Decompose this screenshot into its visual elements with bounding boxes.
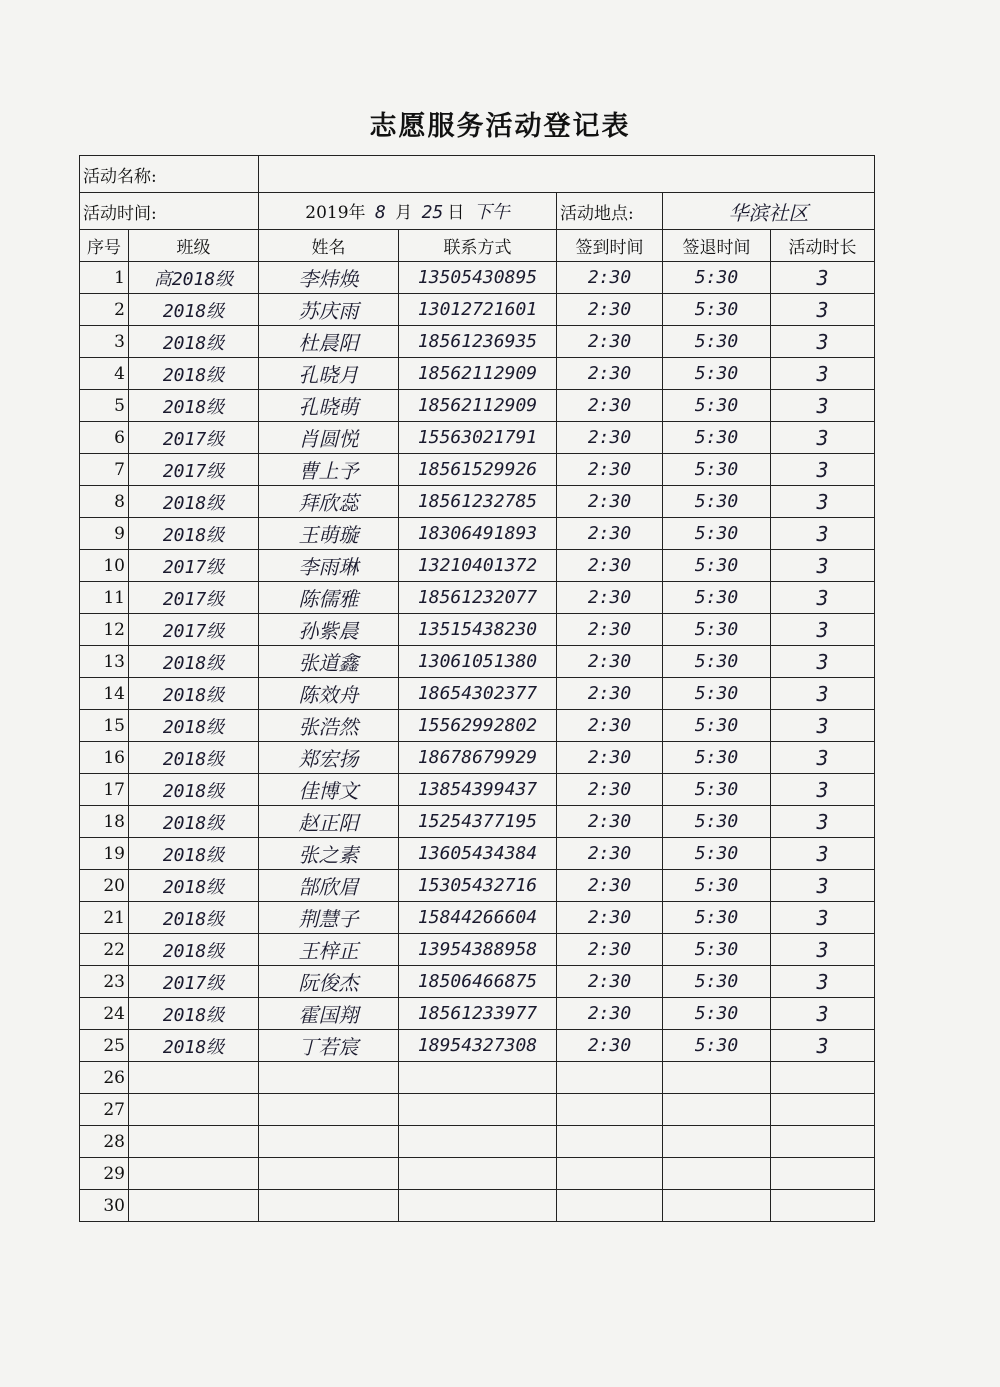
table-row [80, 1062, 875, 1094]
table-row [80, 870, 875, 902]
checkout-cell[interactable] [663, 1126, 771, 1158]
date-month: 8 [374, 202, 386, 223]
duration-cell[interactable]: 3 [771, 390, 875, 422]
col-header-checkout: 签退时间 [663, 230, 771, 262]
class-cell[interactable]: 2018级 [129, 294, 259, 326]
name-cell[interactable]: 肖圆悦 [259, 422, 399, 454]
activity-time-label: 活动时间: [80, 193, 259, 230]
phone-cell[interactable]: 13505430895 [399, 262, 557, 294]
row-number: 14 [80, 678, 129, 710]
duration-cell[interactable] [771, 1062, 875, 1094]
checkout-cell[interactable]: 5:30 [663, 518, 771, 550]
name-cell[interactable]: 孔晓月 [259, 358, 399, 390]
table-row [80, 326, 875, 358]
class-cell[interactable]: 2018级 [129, 390, 259, 422]
class-cell[interactable]: 2018级 [129, 646, 259, 678]
checkout-cell[interactable]: 5:30 [663, 870, 771, 902]
checkout-cell[interactable]: 5:30 [663, 646, 771, 678]
table-row [80, 678, 875, 710]
table-row [80, 1030, 875, 1062]
class-cell[interactable]: 2017级 [129, 454, 259, 486]
row-number: 23 [80, 966, 129, 998]
duration-cell[interactable] [771, 1190, 875, 1222]
checkin-cell[interactable]: 2:30 [557, 454, 663, 486]
row-number: 17 [80, 774, 129, 806]
checkout-cell[interactable]: 5:30 [663, 358, 771, 390]
class-cell[interactable]: 2017级 [129, 582, 259, 614]
table-row [80, 1126, 875, 1158]
class-cell[interactable]: 2017级 [129, 614, 259, 646]
row-number: 22 [80, 934, 129, 966]
col-header-class: 班级 [129, 230, 259, 262]
checkin-cell[interactable] [557, 1158, 663, 1190]
class-cell[interactable]: 2018级 [129, 934, 259, 966]
phone-cell[interactable]: 13012721601 [399, 294, 557, 326]
col-header-duration: 活动时长 [771, 230, 875, 262]
name-cell[interactable]: 张道鑫 [259, 646, 399, 678]
table-row [80, 486, 875, 518]
checkout-cell[interactable]: 5:30 [663, 294, 771, 326]
checkin-cell[interactable]: 2:30 [557, 966, 663, 998]
duration-cell[interactable]: 3 [771, 806, 875, 838]
name-cell[interactable]: 曹上予 [259, 454, 399, 486]
table-row [80, 518, 875, 550]
checkin-cell[interactable]: 2:30 [557, 902, 663, 934]
checkout-cell[interactable]: 5:30 [663, 390, 771, 422]
duration-cell[interactable]: 3 [771, 614, 875, 646]
row-number: 28 [80, 1126, 129, 1158]
row-number: 30 [80, 1190, 129, 1222]
date-period: 下午 [473, 202, 510, 223]
name-cell[interactable]: 张浩然 [259, 710, 399, 742]
table-row [80, 294, 875, 326]
duration-cell[interactable] [771, 1094, 875, 1126]
class-cell[interactable]: 2018级 [129, 486, 259, 518]
duration-cell[interactable]: 3 [771, 262, 875, 294]
phone-cell[interactable] [399, 1126, 557, 1158]
name-cell[interactable]: 李雨琳 [259, 550, 399, 582]
checkout-cell[interactable] [663, 1190, 771, 1222]
table-row [80, 710, 875, 742]
name-cell[interactable] [259, 1158, 399, 1190]
name-cell[interactable]: 郑宏扬 [259, 742, 399, 774]
class-cell[interactable]: 2018级 [129, 518, 259, 550]
row-number: 8 [80, 486, 129, 518]
class-cell[interactable]: 2017级 [129, 550, 259, 582]
phone-cell[interactable]: 13954388958 [399, 934, 557, 966]
table-row [80, 1190, 875, 1222]
table-row [80, 262, 875, 294]
checkin-cell[interactable]: 2:30 [557, 870, 663, 902]
row-number: 18 [80, 806, 129, 838]
phone-cell[interactable]: 15254377195 [399, 806, 557, 838]
class-cell[interactable]: 2017级 [129, 422, 259, 454]
checkout-cell[interactable] [663, 1158, 771, 1190]
phone-cell[interactable]: 18654302377 [399, 678, 557, 710]
phone-cell[interactable]: 13854399437 [399, 774, 557, 806]
checkout-cell[interactable]: 5:30 [663, 582, 771, 614]
duration-cell[interactable]: 3 [771, 870, 875, 902]
phone-cell[interactable]: 13605434384 [399, 838, 557, 870]
class-cell[interactable]: 2018级 [129, 806, 259, 838]
row-number: 13 [80, 646, 129, 678]
checkin-cell[interactable]: 2:30 [557, 422, 663, 454]
class-cell[interactable] [129, 1126, 259, 1158]
date-day-unit: 日 [447, 203, 465, 223]
phone-cell[interactable]: 18506466875 [399, 966, 557, 998]
table-row [80, 1094, 875, 1126]
duration-cell[interactable]: 3 [771, 838, 875, 870]
duration-cell[interactable] [771, 1158, 875, 1190]
table-row [80, 390, 875, 422]
name-cell[interactable]: 陈儒雅 [259, 582, 399, 614]
name-cell[interactable]: 荆慧子 [259, 902, 399, 934]
checkin-cell[interactable]: 2:30 [557, 742, 663, 774]
duration-cell[interactable]: 3 [771, 998, 875, 1030]
phone-cell[interactable]: 18561236935 [399, 326, 557, 358]
row-number: 4 [80, 358, 129, 390]
checkin-cell[interactable]: 2:30 [557, 934, 663, 966]
row-number: 21 [80, 902, 129, 934]
class-cell[interactable]: 2018级 [129, 326, 259, 358]
checkout-cell[interactable]: 5:30 [663, 710, 771, 742]
row-number: 11 [80, 582, 129, 614]
table-row [80, 454, 875, 486]
duration-cell[interactable]: 3 [771, 710, 875, 742]
class-cell[interactable]: 2018级 [129, 838, 259, 870]
row-number: 26 [80, 1062, 129, 1094]
checkin-cell[interactable]: 2:30 [557, 1030, 663, 1062]
table-row [80, 614, 875, 646]
row-number: 27 [80, 1094, 129, 1126]
checkin-cell[interactable]: 2:30 [557, 550, 663, 582]
duration-cell[interactable]: 3 [771, 966, 875, 998]
phone-cell[interactable]: 18562112909 [399, 358, 557, 390]
duration-cell[interactable]: 3 [771, 550, 875, 582]
date-day: 25 [421, 202, 444, 223]
row-number: 16 [80, 742, 129, 774]
activity-name-field[interactable] [259, 156, 875, 193]
checkin-cell[interactable]: 2:30 [557, 774, 663, 806]
name-cell[interactable]: 郜欣眉 [259, 870, 399, 902]
class-cell[interactable]: 2018级 [129, 1030, 259, 1062]
table-row [80, 582, 875, 614]
name-cell[interactable]: 拜欣蕊 [259, 486, 399, 518]
name-cell[interactable]: 赵正阳 [259, 806, 399, 838]
duration-cell[interactable]: 3 [771, 582, 875, 614]
table-row [80, 422, 875, 454]
phone-cell[interactable] [399, 1190, 557, 1222]
row-number: 9 [80, 518, 129, 550]
checkin-cell[interactable]: 2:30 [557, 582, 663, 614]
name-cell[interactable]: 阮俊杰 [259, 966, 399, 998]
phone-cell[interactable] [399, 1158, 557, 1190]
name-cell[interactable]: 孙紫晨 [259, 614, 399, 646]
row-number: 24 [80, 998, 129, 1030]
checkin-cell[interactable]: 2:30 [557, 294, 663, 326]
checkout-cell[interactable]: 5:30 [663, 806, 771, 838]
class-cell[interactable]: 2018级 [129, 902, 259, 934]
checkin-cell[interactable] [557, 1126, 663, 1158]
checkin-cell[interactable]: 2:30 [557, 998, 663, 1030]
checkout-cell[interactable]: 5:30 [663, 966, 771, 998]
name-cell[interactable]: 陈效舟 [259, 678, 399, 710]
name-cell[interactable] [259, 1126, 399, 1158]
row-number: 2 [80, 294, 129, 326]
name-cell[interactable] [259, 1190, 399, 1222]
activity-location-field[interactable]: 华滨社区 [663, 193, 875, 230]
duration-cell[interactable]: 3 [771, 358, 875, 390]
table-row [80, 1158, 875, 1190]
class-cell[interactable]: 2017级 [129, 966, 259, 998]
class-cell[interactable] [129, 1158, 259, 1190]
checkin-cell[interactable]: 2:30 [557, 518, 663, 550]
class-cell[interactable]: 2018级 [129, 742, 259, 774]
row-number: 20 [80, 870, 129, 902]
activity-time-row [80, 193, 875, 230]
checkout-cell[interactable]: 5:30 [663, 1030, 771, 1062]
activity-name-label: 活动名称: [80, 156, 259, 193]
checkout-cell[interactable]: 5:30 [663, 902, 771, 934]
checkin-cell[interactable]: 2:30 [557, 678, 663, 710]
phone-cell[interactable]: 18562112909 [399, 390, 557, 422]
row-number: 1 [80, 262, 129, 294]
table-row [80, 550, 875, 582]
name-cell[interactable]: 李炜焕 [259, 262, 399, 294]
phone-cell[interactable]: 15844266604 [399, 902, 557, 934]
checkout-cell[interactable]: 5:30 [663, 550, 771, 582]
class-cell[interactable] [129, 1190, 259, 1222]
checkout-cell[interactable]: 5:30 [663, 838, 771, 870]
col-header-name: 姓名 [259, 230, 399, 262]
duration-cell[interactable] [771, 1126, 875, 1158]
row-number: 25 [80, 1030, 129, 1062]
checkin-cell[interactable]: 2:30 [557, 614, 663, 646]
class-cell[interactable]: 高2018级 [129, 262, 259, 294]
class-cell[interactable]: 2018级 [129, 870, 259, 902]
registration-table [79, 155, 875, 1222]
name-cell[interactable]: 丁若宸 [259, 1030, 399, 1062]
duration-cell[interactable]: 3 [771, 646, 875, 678]
name-cell[interactable]: 王萌璇 [259, 518, 399, 550]
table-row [80, 358, 875, 390]
duration-cell[interactable]: 3 [771, 422, 875, 454]
phone-cell[interactable]: 18561529926 [399, 454, 557, 486]
table-row [80, 838, 875, 870]
checkout-cell[interactable]: 5:30 [663, 742, 771, 774]
class-cell[interactable] [129, 1094, 259, 1126]
phone-cell[interactable]: 15305432716 [399, 870, 557, 902]
row-number: 12 [80, 614, 129, 646]
name-cell[interactable] [259, 1094, 399, 1126]
phone-cell[interactable] [399, 1062, 557, 1094]
name-cell[interactable]: 孔晓萌 [259, 390, 399, 422]
checkout-cell[interactable]: 5:30 [663, 774, 771, 806]
row-number: 29 [80, 1158, 129, 1190]
class-cell[interactable] [129, 1062, 259, 1094]
table-row [80, 934, 875, 966]
checkout-cell[interactable]: 5:30 [663, 614, 771, 646]
checkout-cell[interactable]: 5:30 [663, 454, 771, 486]
activity-date-field[interactable] [259, 193, 557, 230]
checkout-cell[interactable]: 5:30 [663, 934, 771, 966]
checkout-cell[interactable]: 5:30 [663, 486, 771, 518]
phone-cell[interactable]: 18561232077 [399, 582, 557, 614]
checkin-cell[interactable]: 2:30 [557, 486, 663, 518]
table-header-row [80, 230, 875, 262]
duration-cell[interactable]: 3 [771, 1030, 875, 1062]
table-row [80, 774, 875, 806]
name-cell[interactable]: 王梓正 [259, 934, 399, 966]
date-year: 2019年 [305, 203, 366, 223]
table-row [80, 806, 875, 838]
name-cell[interactable]: 杜晨阳 [259, 326, 399, 358]
checkout-cell[interactable] [663, 1062, 771, 1094]
duration-cell[interactable]: 3 [771, 902, 875, 934]
phone-cell[interactable]: 18561232785 [399, 486, 557, 518]
duration-cell[interactable]: 3 [771, 934, 875, 966]
checkin-cell[interactable] [557, 1062, 663, 1094]
duration-cell[interactable]: 3 [771, 326, 875, 358]
row-number: 10 [80, 550, 129, 582]
date-month-unit: 月 [395, 203, 413, 223]
checkin-cell[interactable]: 2:30 [557, 806, 663, 838]
phone-cell[interactable]: 18954327308 [399, 1030, 557, 1062]
checkout-cell[interactable]: 5:30 [663, 326, 771, 358]
row-number: 5 [80, 390, 129, 422]
name-cell[interactable]: 苏庆雨 [259, 294, 399, 326]
class-cell[interactable]: 2018级 [129, 678, 259, 710]
checkin-cell[interactable] [557, 1190, 663, 1222]
class-cell[interactable]: 2018级 [129, 358, 259, 390]
phone-cell[interactable]: 18561233977 [399, 998, 557, 1030]
phone-cell[interactable]: 13515438230 [399, 614, 557, 646]
checkin-cell[interactable]: 2:30 [557, 326, 663, 358]
checkin-cell[interactable]: 2:30 [557, 710, 663, 742]
phone-cell[interactable] [399, 1094, 557, 1126]
checkin-cell[interactable]: 2:30 [557, 390, 663, 422]
row-number: 6 [80, 422, 129, 454]
checkout-cell[interactable]: 5:30 [663, 678, 771, 710]
row-number: 15 [80, 710, 129, 742]
duration-cell[interactable]: 3 [771, 486, 875, 518]
phone-cell[interactable]: 18306491893 [399, 518, 557, 550]
checkout-cell[interactable]: 5:30 [663, 262, 771, 294]
table-row [80, 998, 875, 1030]
page-title: 志愿服务活动登记表 [369, 111, 631, 142]
phone-cell[interactable]: 13210401372 [399, 550, 557, 582]
col-header-checkin: 签到时间 [557, 230, 663, 262]
checkin-cell[interactable]: 2:30 [557, 646, 663, 678]
row-number: 7 [80, 454, 129, 486]
class-cell[interactable]: 2018级 [129, 998, 259, 1030]
table-row [80, 742, 875, 774]
checkout-cell[interactable]: 5:30 [663, 998, 771, 1030]
col-header-no: 序号 [80, 230, 129, 262]
activity-name-row [80, 156, 875, 193]
phone-cell[interactable]: 13061051380 [399, 646, 557, 678]
table-row [80, 646, 875, 678]
duration-cell[interactable]: 3 [771, 742, 875, 774]
name-cell[interactable]: 佳博文 [259, 774, 399, 806]
table-row [80, 902, 875, 934]
class-cell[interactable]: 2018级 [129, 710, 259, 742]
col-header-phone: 联系方式 [399, 230, 557, 262]
checkin-cell[interactable]: 2:30 [557, 838, 663, 870]
duration-cell[interactable]: 3 [771, 294, 875, 326]
name-cell[interactable]: 张之素 [259, 838, 399, 870]
checkin-cell[interactable]: 2:30 [557, 262, 663, 294]
row-number: 3 [80, 326, 129, 358]
checkin-cell[interactable] [557, 1094, 663, 1126]
name-cell[interactable]: 霍国翔 [259, 998, 399, 1030]
duration-cell[interactable]: 3 [771, 518, 875, 550]
name-cell[interactable] [259, 1062, 399, 1094]
duration-cell[interactable]: 3 [771, 774, 875, 806]
checkin-cell[interactable]: 2:30 [557, 358, 663, 390]
duration-cell[interactable]: 3 [771, 678, 875, 710]
phone-cell[interactable]: 15563021791 [399, 422, 557, 454]
activity-location-label: 活动地点: [557, 193, 663, 230]
checkout-cell[interactable] [663, 1094, 771, 1126]
duration-cell[interactable]: 3 [771, 454, 875, 486]
row-number: 19 [80, 838, 129, 870]
checkout-cell[interactable]: 5:30 [663, 422, 771, 454]
table-row [80, 966, 875, 998]
phone-cell[interactable]: 18678679929 [399, 742, 557, 774]
phone-cell[interactable]: 15562992802 [399, 710, 557, 742]
class-cell[interactable]: 2018级 [129, 774, 259, 806]
